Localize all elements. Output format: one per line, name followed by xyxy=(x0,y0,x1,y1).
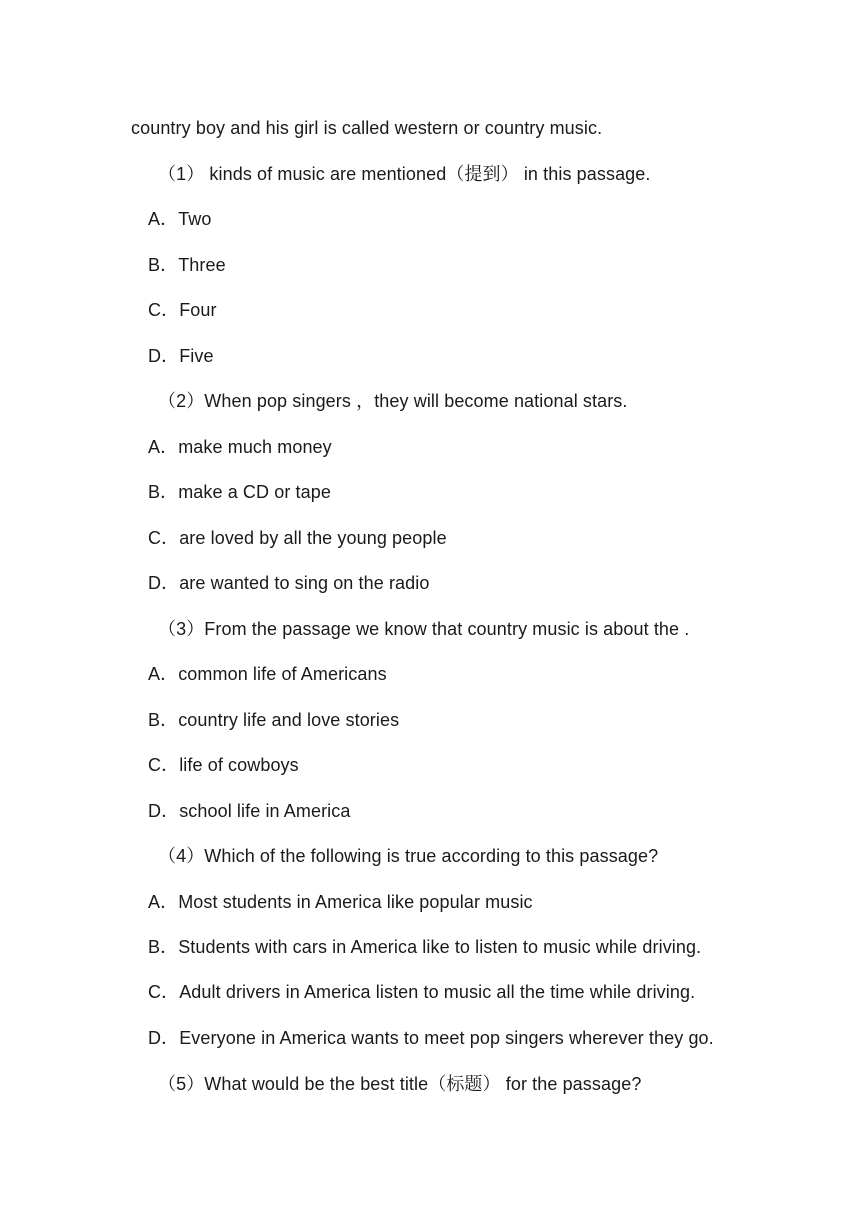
question-2-option-d: D．are wanted to sing on the radio xyxy=(148,573,430,593)
question-1-option-d: D．Five xyxy=(148,346,214,366)
question-3-option-c: C．life of cowboys xyxy=(148,755,299,775)
question-4-option-b: B．Students with cars in America like to listen to music while driving. xyxy=(148,937,702,957)
question-1-stem: （1） kinds of music are mentioned（提到） in this passage. xyxy=(158,164,651,184)
question-2-option-a: A．make much money xyxy=(148,437,332,457)
question-4-stem: （4）Which of the following is true according to this passage? xyxy=(158,846,659,866)
question-3-option-d: D．school life in America xyxy=(148,801,351,821)
question-3-option-a: A．common life of Americans xyxy=(148,664,387,684)
question-3-option-b: B．country life and love stories xyxy=(148,710,400,730)
question-2-option-c: C．are loved by all the young people xyxy=(148,528,447,548)
passage-text: country boy and his girl is called western or country music. xyxy=(131,118,603,138)
question-4-option-c: C．Adult drivers in America listen to music all the time while driving. xyxy=(148,982,696,1002)
question-2-stem: （2）When pop singers ，they will become national stars. xyxy=(158,391,628,411)
question-5-stem: （5）What would be the best title（标题） for the passage? xyxy=(158,1074,642,1094)
question-4-option-d: D．Everyone in America wants to meet pop singers wherever they go. xyxy=(148,1028,714,1048)
question-1-option-c: C．Four xyxy=(148,300,217,320)
question-1-option-a: A．Two xyxy=(148,209,212,229)
question-2-option-b: B．make a CD or tape xyxy=(148,482,331,502)
question-3-stem: （3）From the passage we know that country music is about the . xyxy=(158,619,690,639)
question-4-option-a: A．Most students in America like popular music xyxy=(148,892,533,912)
question-1-option-b: B．Three xyxy=(148,255,226,275)
